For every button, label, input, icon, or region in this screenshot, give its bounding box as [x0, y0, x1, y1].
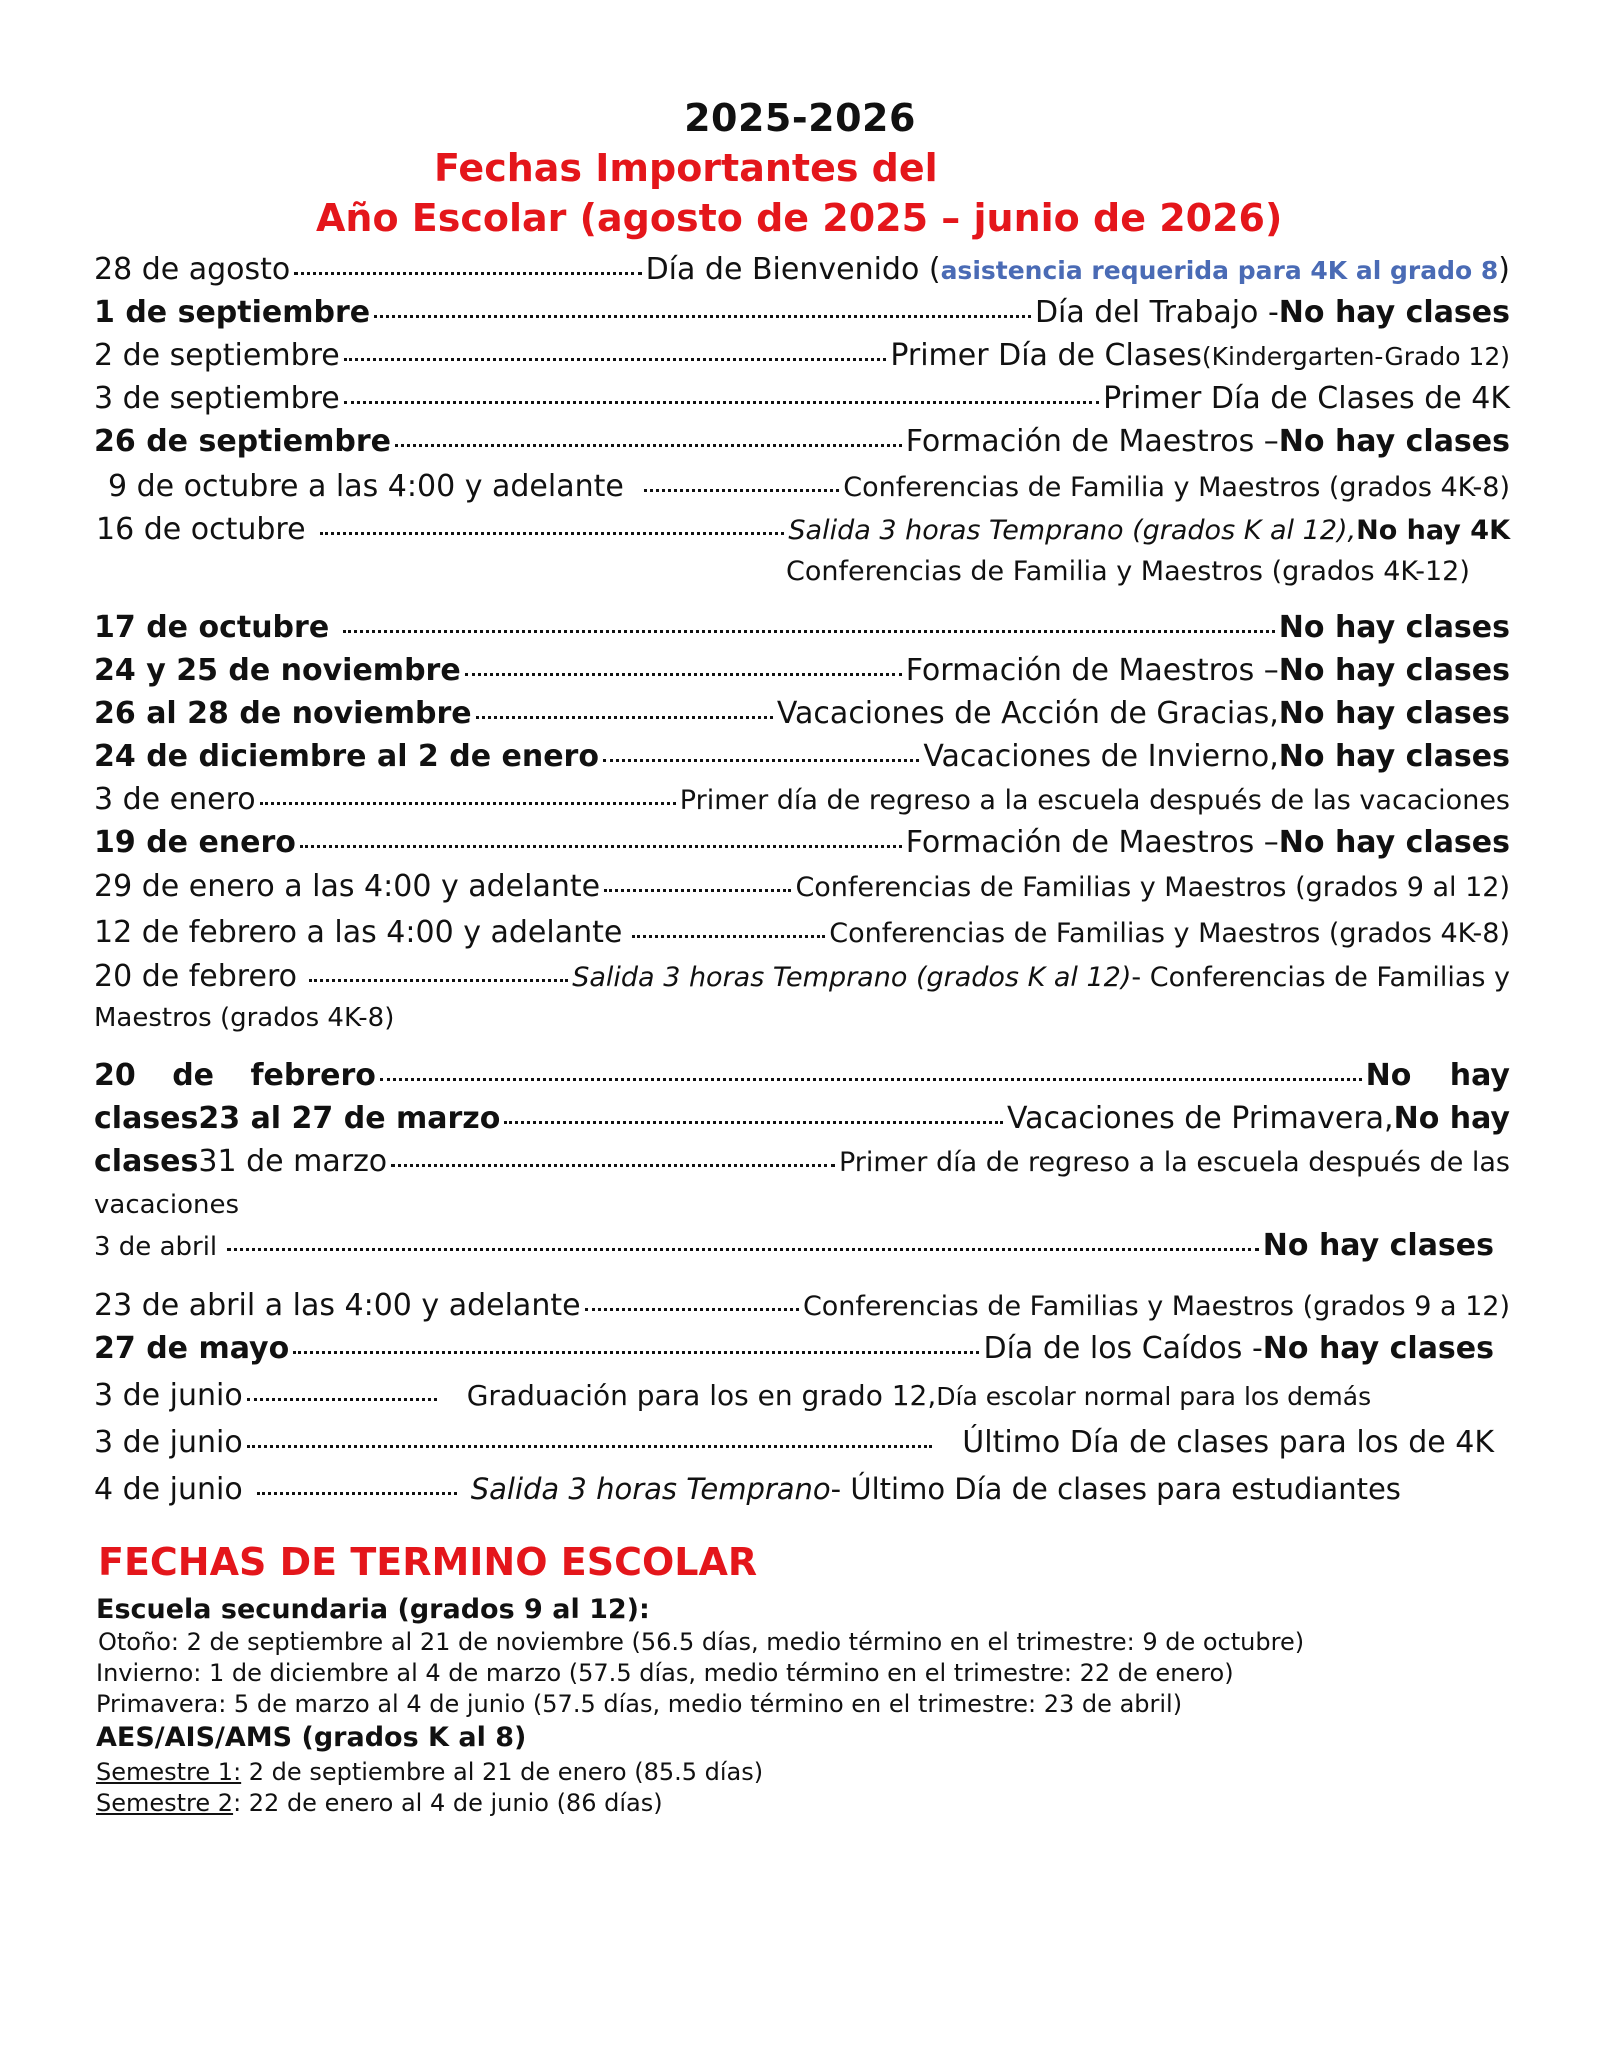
event-desc-small: Día escolar normal para los demás — [936, 1382, 1372, 1411]
event-desc: Último Día de clases para los de 4K — [962, 1425, 1494, 1460]
event-row — [94, 610, 1510, 650]
dot-leader — [476, 716, 773, 719]
event-date: 12 de febrero a las 4:00 y adelante — [94, 915, 623, 950]
event-desc-bold: No hay clases — [1278, 653, 1510, 688]
event-date: 29 de enero a las 4:00 y adelante — [94, 869, 601, 904]
event-date-prefix: clases — [94, 1101, 199, 1136]
event-date: 19 de enero — [94, 825, 296, 860]
event-date: 23 de abril a las 4:00 y adelante — [94, 1288, 581, 1323]
event-date: 1 de septiembre — [94, 295, 371, 330]
year-heading: 2025-2026 — [684, 96, 916, 140]
event-date: 2 de septiembre — [94, 338, 340, 373]
event-row — [94, 295, 1510, 335]
event-row — [94, 739, 1510, 779]
event-desc-bold: No hay — [1365, 1058, 1510, 1093]
event-row — [94, 381, 1510, 421]
dot-leader — [632, 935, 825, 938]
semester-text: 2 de septiembre al 21 de enero (85.5 días) — [241, 1758, 764, 1786]
event-date-prefix: clases — [94, 1144, 199, 1179]
event-row — [96, 512, 1510, 552]
event-desc: Día de los Caídos - — [983, 1331, 1263, 1366]
event-desc-bold: No hay clases — [1262, 1331, 1494, 1366]
event-desc-italic: Salida 3 horas Temprano (grados K al 12) — [572, 962, 1132, 993]
semester-line — [96, 1758, 763, 1786]
event-date: 3 de junio — [94, 1378, 243, 1413]
title-line-1: Fechas Importantes del — [434, 146, 938, 190]
event-row — [94, 959, 1510, 999]
event-row — [94, 1288, 1510, 1328]
dot-leader — [380, 1078, 1362, 1081]
event-date: 24 de diciembre al 2 de enero — [94, 739, 599, 774]
elementary-heading: AES/AIS/AMS (grados K al 8) — [96, 1722, 527, 1753]
event-row — [94, 1378, 1494, 1418]
event-continuation: Conferencias de Familia y Maestros (grados 4K-12) — [786, 556, 1470, 587]
event-desc: Formación de Maestros – — [905, 653, 1279, 688]
event-desc-bold: No hay clases — [1278, 739, 1510, 774]
event-desc-bold: No hay clases — [1278, 825, 1510, 860]
event-desc: Formación de Maestros – — [905, 424, 1279, 459]
event-desc: Conferencias de Familias y Maestros (grados 4K-8) — [829, 918, 1510, 949]
term-line: Primavera: 5 de marzo al 4 de junio (57.5 días, medio término en el trimestre: 23 de abril) — [96, 1690, 1183, 1718]
event-desc-bold: No hay clases — [1278, 295, 1510, 330]
event-date: 17 de octubre — [94, 610, 330, 645]
dot-leader — [320, 532, 785, 535]
dot-leader — [247, 1445, 933, 1448]
event-date: 24 y 25 de noviembre — [94, 653, 461, 688]
dot-leader — [227, 1248, 1259, 1251]
event-date: 16 de octubre — [96, 512, 306, 547]
event-desc: Día del Trabajo - — [1034, 295, 1279, 330]
event-row — [94, 696, 1510, 736]
event-desc: Vacaciones de Invierno, — [923, 739, 1279, 774]
term-line: Otoño: 2 de septiembre al 21 de noviembre (56.5 días, medio término en el trimestre: 9 de octubre) — [98, 1628, 1305, 1656]
event-desc-bold: No hay clases — [1278, 424, 1510, 459]
event-desc: Conferencias de Familia y Maestros (grados 4K-8) — [843, 472, 1510, 503]
event-desc-italic: Salida 3 horas Temprano — [470, 1472, 831, 1506]
event-desc-bold: No hay clases — [1262, 1228, 1494, 1263]
event-row — [94, 1425, 1494, 1465]
event-row — [94, 1101, 1510, 1141]
high-school-heading: Escuela secundaria (grados 9 al 12): — [96, 1594, 650, 1625]
dot-leader — [374, 315, 1031, 318]
event-continuation: Maestros (grados 4K-8) — [94, 1003, 395, 1033]
semester-text: : 22 de enero al 4 de junio (86 días) — [233, 1789, 663, 1817]
dot-leader — [585, 1308, 799, 1311]
event-desc: Conferencias de Familias y Maestros (grados 9 al 12) — [795, 872, 1510, 903]
semester-label: Semestre 2 — [96, 1789, 234, 1817]
event-desc: Vacaciones de Primavera, — [1006, 1101, 1394, 1136]
dot-leader — [604, 889, 791, 892]
event-date: 9 de octubre a las 4:00 y adelante — [108, 469, 624, 504]
event-desc: Día de Bienvenido ( — [645, 252, 941, 287]
event-continuation: vacaciones — [94, 1190, 239, 1220]
dot-leader — [465, 673, 902, 676]
event-row — [94, 424, 1510, 464]
event-date: 31 de marzo — [198, 1144, 388, 1179]
event-desc: ) — [1498, 252, 1510, 287]
semester-label: Semestre 1: — [96, 1758, 242, 1786]
dot-leader — [344, 358, 887, 361]
event-date: 4 de junio — [94, 1472, 243, 1507]
event-date: 26 de septiembre — [94, 424, 391, 459]
event-date: 28 de agosto — [94, 252, 291, 287]
event-desc-bold: No hay — [1393, 1101, 1510, 1136]
event-desc-italic: Salida 3 horas Temprano (grados K al 12), — [788, 515, 1357, 546]
dot-leader — [300, 845, 902, 848]
event-row — [94, 915, 1510, 955]
title-line-2: Año Escolar (agosto de 2025 – junio de 2026) — [316, 196, 1283, 240]
event-desc-small: (Kindergarten-Grado 12) — [1201, 342, 1510, 371]
event-desc-bold: No hay 4K — [1356, 515, 1510, 546]
event-desc-bold: No hay clases — [1278, 696, 1510, 731]
event-desc: Primer día de regreso a la escuela después de las — [838, 1147, 1510, 1178]
event-date: 20 de febrero — [94, 1058, 376, 1093]
event-row — [94, 1228, 1494, 1268]
event-date: 27 de mayo — [94, 1331, 290, 1366]
event-row — [94, 782, 1510, 822]
dot-leader — [257, 1492, 457, 1495]
event-row — [94, 1058, 1510, 1098]
dot-leader — [344, 401, 1099, 404]
event-date: 3 de septiembre — [94, 381, 340, 416]
dot-leader — [644, 489, 839, 492]
event-desc: Primer Día de Clases — [890, 338, 1202, 373]
event-desc: Primer Día de Clases de 4K — [1103, 381, 1510, 416]
dot-leader — [294, 272, 641, 275]
event-date: 3 de enero — [94, 782, 256, 817]
event-date: 23 al 27 de marzo — [198, 1101, 501, 1136]
dot-leader — [247, 1398, 437, 1401]
event-row — [108, 469, 1510, 509]
event-desc: Graduación para los en grado 12, — [466, 1379, 937, 1412]
event-desc: - Conferencias de Familias y — [1131, 962, 1510, 993]
event-date: 3 de junio — [94, 1425, 243, 1460]
event-row — [94, 825, 1510, 865]
dot-leader — [293, 1351, 979, 1354]
dot-leader — [391, 1164, 835, 1167]
event-row — [94, 1144, 1510, 1184]
event-row — [94, 1331, 1494, 1371]
dot-leader — [260, 802, 676, 805]
event-date: 20 de febrero — [94, 959, 297, 994]
dot-leader — [603, 759, 919, 762]
event-row — [94, 338, 1510, 378]
event-desc: - Último Día de clases para estudiantes — [830, 1472, 1401, 1506]
term-line: Invierno: 1 de diciembre al 4 de marzo (57.5 días, medio término en el trimestre: 22 de enero) — [96, 1659, 1234, 1687]
event-row — [94, 653, 1510, 693]
event-row — [94, 252, 1510, 292]
event-row — [94, 1472, 1504, 1512]
dot-leader — [309, 979, 568, 982]
event-row — [94, 869, 1510, 909]
event-desc: Primer día de regreso a la escuela después de las vacaciones — [679, 785, 1510, 816]
semester-line — [96, 1789, 663, 1817]
event-desc: Formación de Maestros – — [905, 825, 1279, 860]
event-desc-bold: No hay clases — [1278, 610, 1510, 645]
event-date: 3 de abril — [94, 1232, 218, 1262]
dot-leader — [343, 630, 1275, 633]
dot-leader — [504, 1121, 1003, 1124]
terms-heading: FECHAS DE TERMINO ESCOLAR — [98, 1540, 758, 1584]
event-desc: Conferencias de Familias y Maestros (grados 9 a 12) — [802, 1291, 1510, 1322]
event-date: 26 al 28 de noviembre — [94, 696, 472, 731]
event-desc: Vacaciones de Acción de Gracias, — [776, 696, 1279, 731]
dot-leader — [395, 444, 902, 447]
event-desc-highlight: asistencia requerida para 4K al grado 8 — [940, 256, 1499, 285]
